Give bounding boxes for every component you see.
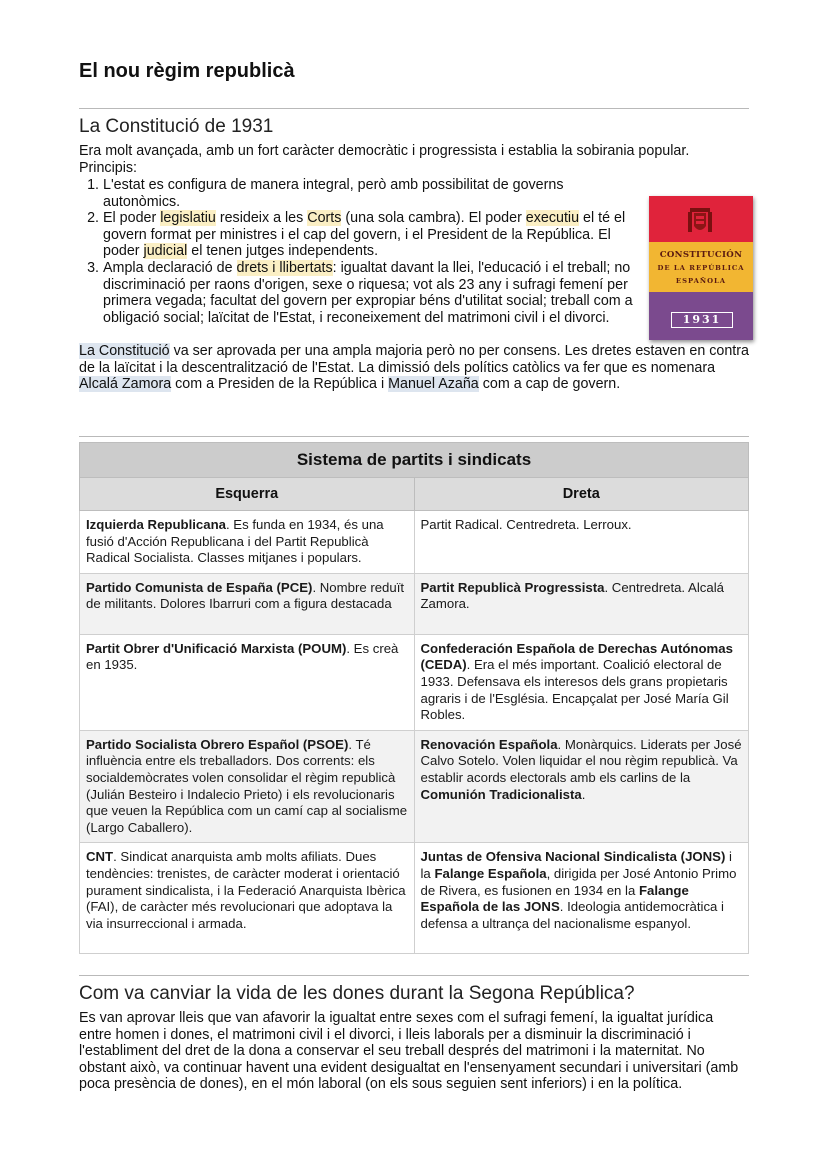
- constitution-intro: Era molt avançada, amb un fort caràcter democràtic i progressista i establia la sobirania popular. Principis:: [79, 143, 690, 176]
- principle-item: 1. L'estat es configura de manera integral, però amb possibilitat de governs autonòmics.: [103, 177, 643, 210]
- table-cell: Izquierda Republicana. Es funda en 1934, és una fusió d'Acción Republicana i del Partit Republicà Radical Socialista. Classes mitjanes i populars.: [80, 511, 415, 574]
- table-cell: Confederación Española de Derechas Autónomas (CEDA). Era el més important. Coalició electoral de 1933. Defensava els interesos dels grans propietaris agraris i de l'Església. Encapçalat per José María Gil Robles.: [414, 634, 749, 730]
- constitution-approval-paragraph: La Constitució va ser aprovada per una ampla majoria però no per consens. Les dretes estaven en contra de la laïcitat i la descentralització de l'Estat. La dimissió dels polítics catòlics va fer que es nomenara Alcalá Zamora com a Presiden de la República i Manuel Azaña com a cap de govern.: [79, 343, 749, 393]
- table-cell: Partido Comunista de España (PCE). Nombre reduït de militants. Dolores Ibarruri com a figura destacada: [80, 573, 415, 634]
- divider: [79, 436, 749, 437]
- principle-item: 3. Ampla declaració de drets i llibertats: igualtat davant la llei, l'educació i el treball; no discriminació per raons d'origen, sexe o riquesa; vot als 23 any i sufragi femení per primera vegada; facultat del govern per expropiar béns d'utilitat social; treball com a obligació social; laïcitat de l'Estat, i reconeixement del matrimoni civil i el divorci.: [103, 260, 643, 326]
- page-title: El nou règim republicà: [79, 60, 295, 82]
- table-cell: Partit Radical. Centredreta. Lerroux.: [414, 511, 749, 574]
- principles-list: [79, 177, 643, 326]
- table-cell: Juntas de Ofensiva Nacional Sindicalista (JONS) i la Falange Española, dirigida per José Antonio Primo de Rivera, es fusionen en 1934 en la Falange Española de las JONS. Ideologia antidemocràtica i defensa a ultrança del nacionalisme espanyol.: [414, 843, 749, 954]
- table-row: [80, 573, 749, 634]
- principle-item: 2. El poder legislatiu resideix a les Corts (una sola cambra). El poder executiu el té el govern format per ministres i el cap del govern, i el President de la República. El poder judicial el tenen jutges independents.: [103, 210, 643, 260]
- constitution-poster-image: [649, 196, 753, 340]
- table-cell: CNT. Sindicat anarquista amb molts afiliats. Dues tendències: trenistes, de caràcter moderat i orientació purament sindicalista, i la Federació Anarquista Ibèrica (FAI), de caràcter més revolucionari que adoptava la via insurreccional i armada.: [80, 843, 415, 954]
- column-header-right: Dreta: [414, 478, 749, 511]
- table-cell: Renovación Española. Monàrquics. Liderats per José Calvo Sotelo. Volen liquidar el nou règim republicà. Va establir acords electorals amb els carlins de la Comunión Tradicionalista.: [414, 730, 749, 843]
- table-row: [80, 843, 749, 954]
- coat-of-arms-icon: [687, 206, 713, 236]
- table-cell: Partido Socialista Obrero Español (PSOE). Té influència entre els treballadors. Dos corrents: els socialdemòcrates volen consolidar el règim republicà (Julián Besteiro i Indalecio Prieto) i els revolucionaris que veuen la República com un camí cap al socialisme (Largo Caballero).: [80, 730, 415, 843]
- poster-year: 1931: [671, 312, 733, 328]
- divider: [79, 108, 749, 109]
- table-row: [80, 634, 749, 730]
- women-heading: Com va canviar la vida de les dones durant la Segona República?: [79, 983, 635, 1004]
- table-row: [80, 511, 749, 574]
- divider: [79, 975, 749, 976]
- table-row: [80, 730, 749, 843]
- women-paragraph: Es van aprovar lleis que van afavorir la igualtat entre sexes com el sufragi femení, la igualtat jurídica entre homen i dones, el matrimoni civil i el divorci, i lleis laborals per a disminuir la discriminació i l'establiment del dret de la dona a conservar el seu treball després del matrimoni i la maternitat. No obstant això, va continuar havent una evident desigualtat en l'ensenyament secundari i universitari (amb poca presència de dones), en el món laboral (on els sous seguien sent inferiors) i en la política.: [79, 1010, 739, 1093]
- table-title: Sistema de partits i sindicats: [80, 443, 749, 478]
- constitution-heading: La Constitució de 1931: [79, 116, 274, 137]
- parties-table: [79, 442, 749, 954]
- column-header-left: Esquerra: [80, 478, 415, 511]
- poster-title: CONSTITUCIÓN DE LA REPÚBLICA ESPAÑOLA: [657, 250, 745, 285]
- table-cell: Partit Obrer d'Unificació Marxista (POUM). Es creà en 1935.: [80, 634, 415, 730]
- table-cell: Partit Republicà Progressista. Centredreta. Alcalá Zamora.: [414, 573, 749, 634]
